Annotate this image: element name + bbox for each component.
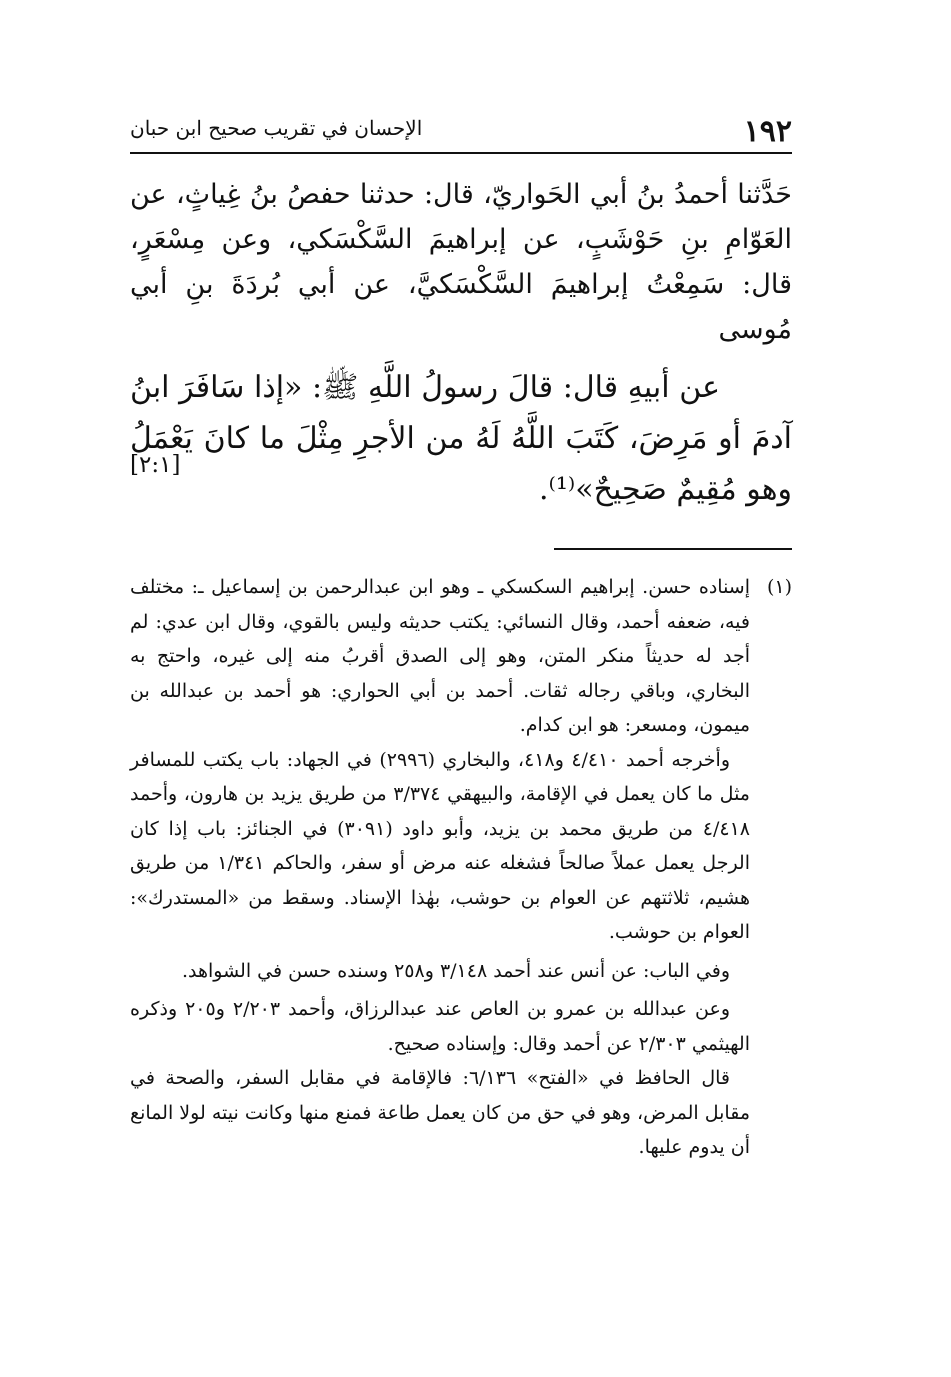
footnote-separator [554, 548, 792, 550]
footnote-1 [130, 570, 792, 743]
footnote-paragraph: قال الحافظ في «الفتح» ٦/١٣٦: فالإقامة في مقابل السفر، والصحة في مقابل المرض، وهو في حق من كان يعمل طاعة فمنع منها وكانت نيته لولا المانع أن يدوم عليها. [130, 1067, 750, 1158]
footnote-paragraph: وأخرجه أحمد ٤/٤١٠ و٤١٨، والبخاري (٢٩٩٦) في الجهاد: باب يكتب للمسافر مثل ما كان يعمل في الإقامة، والبيهقي ٣/٣٧٤ من طريق يزيد بن هارون، وأحمد ٤/٤١٨ من طريق محمد بن يزيد، وأبو داود (٣٠٩١) في الجنائز: باب إذا كان الرجل يعمل عملاً صالحاً فشغله عنه مرض أو سفر، والحاكم ١/٣٤١ من طريق هشيم، ثلاثتهم عن العوام بن حوشب، بهٰذا الإسناد. وسقط من «المستدرك»: العوام بن حوشب. [130, 748, 751, 943]
running-title: الإحسان في تقريب صحيح ابن حبان [130, 116, 423, 140]
footnote-paragraph: وفي الباب: عن أنس عند أحمد ٣/١٤٨ و٢٥٨ وسنده حسن في الشواهد. [181, 959, 730, 982]
hadith-reference: [٢:١] [130, 452, 181, 478]
footnotes [130, 570, 792, 1165]
footnote-paragraph: إسناده حسن. إبراهيم السكسكي ـ وهو ابن عبدالرحمن بن إسماعيل ـ: مختلف فيه، ضعفه أحمد، وقال النسائي: يكتب حديثه وليس بالقوي، وقال ابن عدي: لم أجد له حديثاً منكر المتن، وهو إلى الصدق أقربُ منه إلى غيره، واحتج به البخاري، وباقي رجاله ثقات. أحمد بن أبي الحواري: هو أحمد بن عبدالله بن ميمون، ومسعر: هو ابن كدام. [130, 576, 750, 736]
page-header [130, 108, 792, 152]
footnote-paragraph: وعن عبدالله بن عمرو بن العاص عند عبدالرزاق، وأحمد ٢/٢٠٣ و٢٠٥ وذكره الهيثمي ٢/٣٠٣ عن أحمد وقال: وإسناده صحيح. [130, 998, 750, 1055]
page-number: ١٩٢ [743, 114, 792, 149]
hadith-isnad: حَدَّثنا أحمدُ بنُ أبي الحَواريّ، قال: حدثنا حفصُ بنُ غِياثٍ، عن العَوّامِ بنِ حَوْشَبٍ، عن إبراهيمَ السَّكْسَكي، وعن مِسْعَرٍ، قال: سَمِعْتُ إبراهيمَ السَّكْسَكيَّ، عن أبي بُردَةَ بنِ أبي مُوسى [130, 179, 792, 345]
hadith-matn: عن أبيهِ قال: قالَ رسولُ اللَّهِ ﷺ: «إذا سَافَرَ ابنُ آدمَ أو مَرِضَ، كَتَبَ اللَّهُ لَهُ من الأجرِ مِثْلَ ما كانَ يَعْمَلُ وهو مُقِيمٌ صَحِيحٌ»⁽¹⁾. [130, 370, 792, 507]
hadith-text [130, 172, 792, 515]
footnote-number: (١) [766, 576, 792, 598]
header-rule [130, 152, 792, 154]
